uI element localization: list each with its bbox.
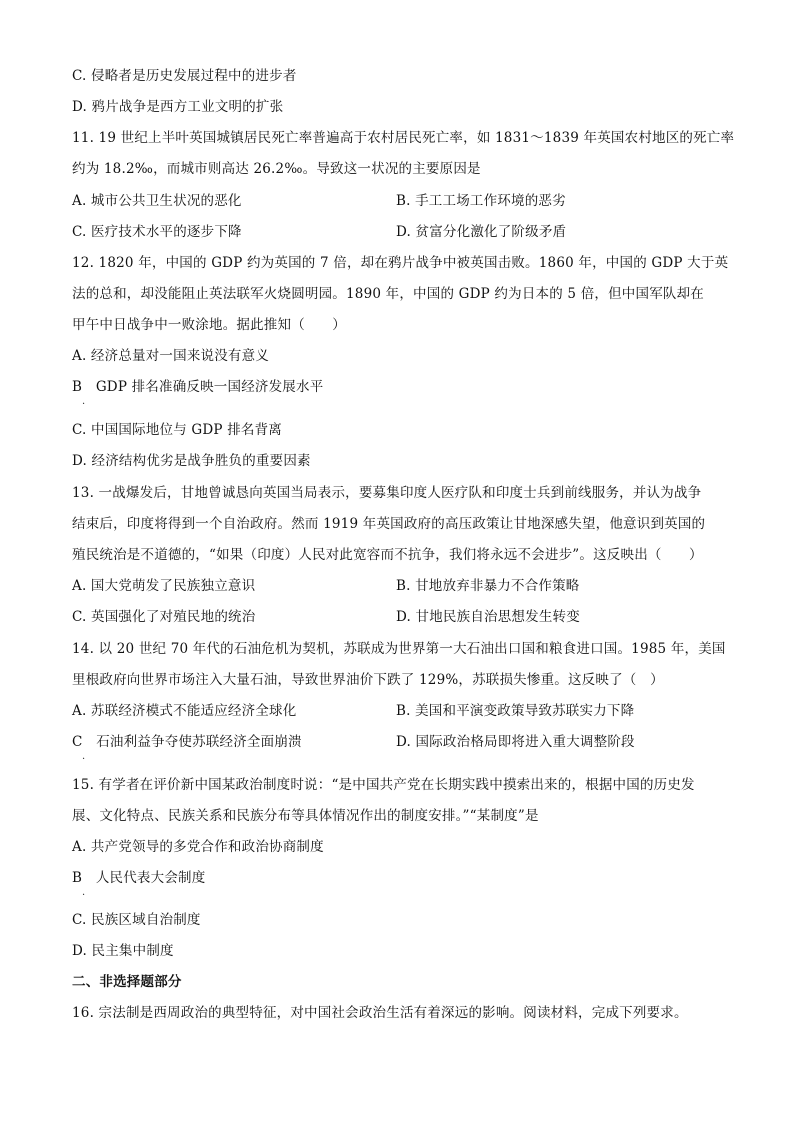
q10-option-d: D. 鸦片战争是西方工业文明的扩张 [72,99,284,115]
q12-option-b-dot: · [82,399,86,410]
q11-option-c: C. 医疗技术水平的逐步下降 [72,224,242,240]
q15-option-a: A. 共产党领导的多党合作和政治协商制度 [72,839,324,855]
q13-option-b: B. 甘地放弃非暴力不合作策略 [396,578,580,594]
q15-stem-line-2: 展、文化特点、民族关系和民族分布等具体情况作出的制度安排。”“某制度”是 [72,808,539,824]
q13-option-c: C. 英国强化了对殖民地的统治 [72,609,256,625]
q15-option-b: B 人民代表大会制度 [72,870,206,886]
q14-option-c-dot: · [82,754,86,765]
q12-option-c: C. 中国国际地位与 GDP 排名背离 [72,422,283,438]
section-two-heading: 二、非选择题部分 [72,974,182,990]
q11-option-d: D. 贫富分化激化了阶级矛盾 [396,224,567,240]
q13-stem-line-3: 殖民统治是不道德的，“如果（印度）人民对此宽容而不抗争，我们将永远不会进步”。这反映出（ ） [72,547,703,563]
q14-option-b: B. 美国和平演变政策导致苏联实力下降 [396,703,635,719]
q12-option-b: B GDP 排名准确反映一国经济发展水平 [72,379,324,395]
q14-stem-line-2: 里根政府向世界市场注入大量石油，导致世界油价下跌了 129%，苏联损失惨重。这反映了（ ） [72,672,664,688]
q15-stem-line-1: 15. 有学者在评价新中国某政治制度时说：“是中国共产党在长期实践中摸索出来的，根据中国的历史发 [72,777,695,793]
q12-stem-line-2: 法的总和，却没能阻止英法联军火烧圆明园。1890 年，中国的 GDP 约为日本的 5 倍，但中国军队却在 [72,286,704,302]
q15-option-b-dot: · [82,890,86,901]
q11-option-b: B. 手工工场工作环境的恶劣 [396,193,566,209]
q14-option-d: D. 国际政治格局即将进入重大调整阶段 [396,734,635,750]
q13-stem-line-1: 13. 一战爆发后，甘地曾诚恳向英国当局表示，要募集印度人医疗队和印度士兵到前线服务，并认为战争 [72,485,702,501]
q10-option-c: C. 侵略者是历史发展过程中的进步者 [72,68,297,84]
q13-stem-line-2: 结束后，印度将得到一个自治政府。然而 1919 年英国政府的高压政策让甘地深感失望，他意识到英国的 [72,516,706,532]
q12-option-d: D. 经济结构优劣是战争胜负的重要因素 [72,453,311,469]
q13-option-a: A. 国大党萌发了民族独立意识 [72,578,256,594]
q14-option-a: A. 苏联经济模式不能适应经济全球化 [72,703,297,719]
q11-option-a: A. 城市公共卫生状况的恶化 [72,193,242,209]
q11-stem-line-1: 11. 19 世纪上半叶英国城镇居民死亡率普遍高于农村居民死亡率，如 1831～1839 年英国农村地区的死亡率 [72,130,735,146]
q12-stem-line-1: 12. 1820 年，中国的 GDP 约为英国的 7 倍，却在鸦片战争中被英国击败。1860 年，中国的 GDP 大于英 [72,255,729,271]
q16-stem-line-1: 16. 宗法制是西周政治的典型特征，对中国社会政治生活有着深远的影响。阅读材料，完成下列要求。 [72,1005,688,1021]
q13-option-d: D. 甘地民族自治思想发生转变 [396,609,580,625]
q12-option-a: A. 经济总量对一国来说没有意义 [72,348,270,364]
q14-option-c: C 石油利益争夺使苏联经济全面崩溃 [72,734,302,750]
q15-option-c: C. 民族区域自治制度 [72,912,201,928]
q12-stem-line-3: 甲午中日战争中一败涂地。据此推知（ ） [72,317,346,333]
q14-stem-line-1: 14. 以 20 世纪 70 年代的石油危机为契机，苏联成为世界第一大石油出口国和粮食进口国。1985 年，美国 [72,641,726,657]
q11-stem-line-2: 约为 18.2‰，而城市则高达 26.2‰。导致这一状况的主要原因是 [72,161,481,177]
q15-option-d: D. 民主集中制度 [72,943,174,959]
